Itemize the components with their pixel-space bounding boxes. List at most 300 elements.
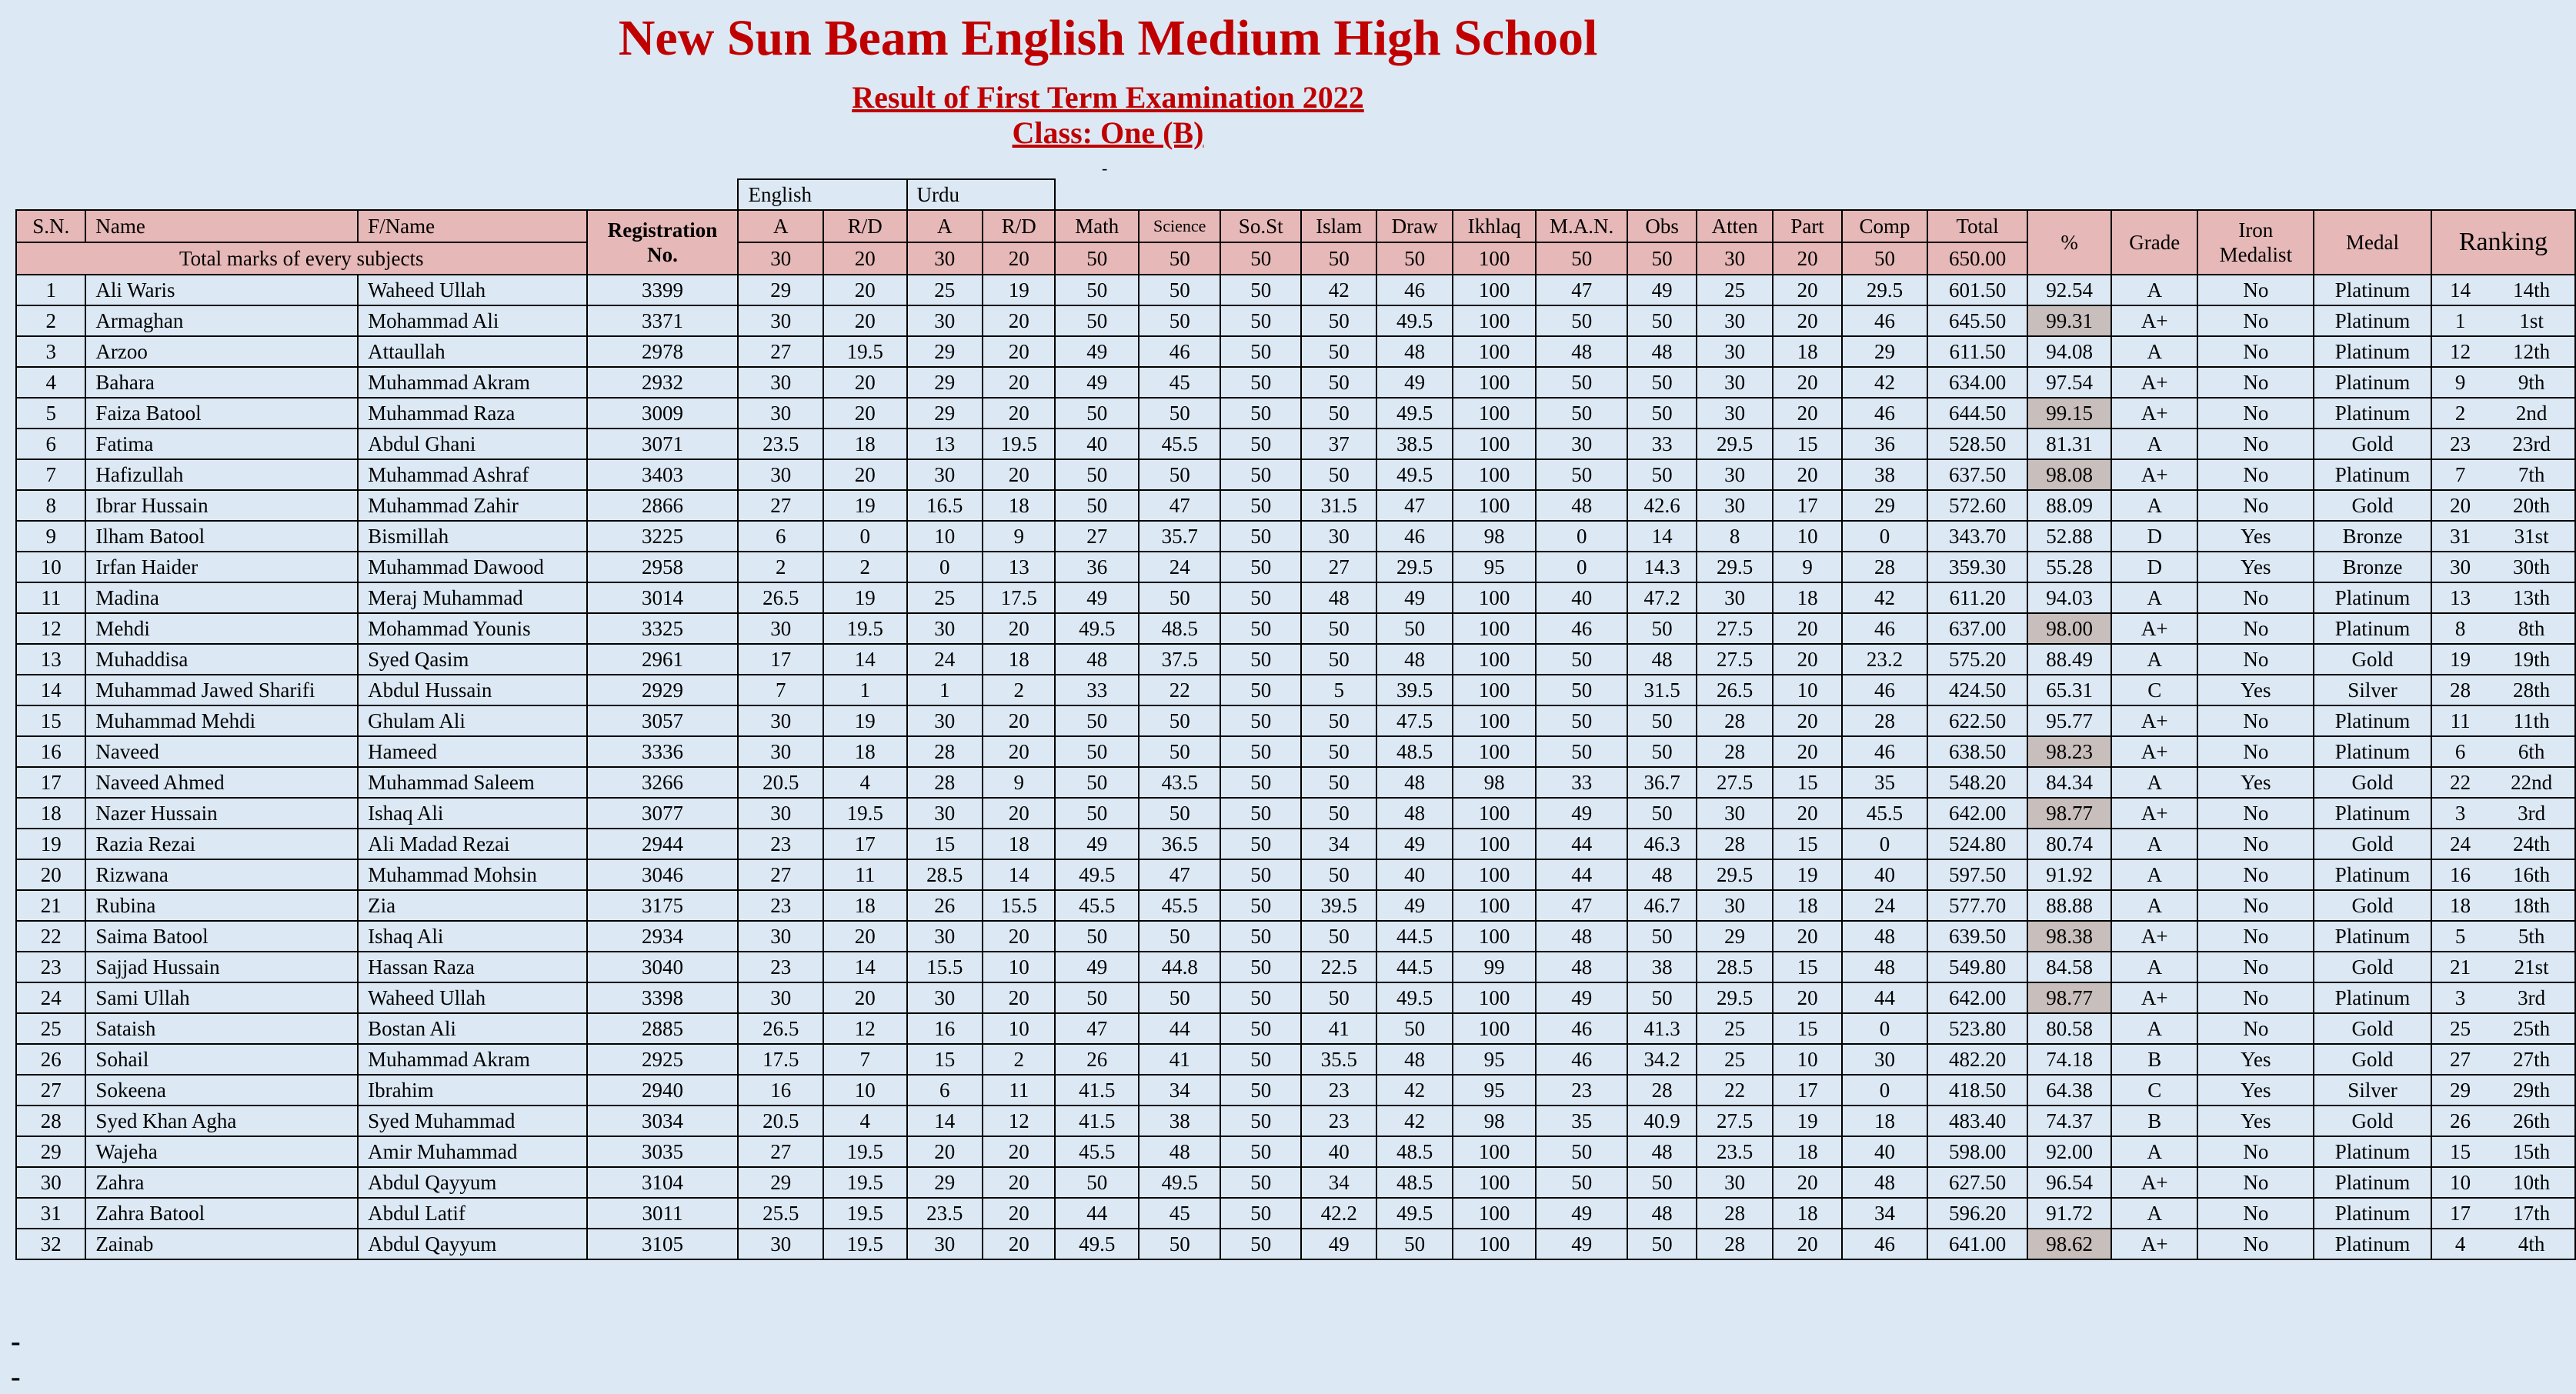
- cell-mark: 19: [1773, 859, 1842, 890]
- cell-grade: A+: [2111, 736, 2198, 767]
- cell-fname: Abdul Hussain: [358, 675, 586, 705]
- cell-mark: 19.5: [823, 613, 907, 644]
- cell-mark: 29.5: [1697, 859, 1772, 890]
- cell-rank-ordinal: 2nd: [2488, 398, 2575, 429]
- cell-rank: 5: [2431, 921, 2488, 952]
- max-mark-cell: 50: [1139, 242, 1221, 275]
- cell-rank-ordinal: 9th: [2488, 367, 2575, 398]
- cell-medal: Platinum: [2314, 1136, 2431, 1167]
- cell-iron-medalist: Yes: [2197, 675, 2314, 705]
- cell-medal: Gold: [2314, 644, 2431, 675]
- cell-mark: 50: [1301, 859, 1376, 890]
- cell-iron-medalist: No: [2197, 1167, 2314, 1198]
- cell-mark: 50: [1139, 275, 1221, 305]
- col-comp: Comp: [1842, 210, 1927, 242]
- cell-registration: 3403: [587, 459, 739, 490]
- cell-mark: 29.5: [1842, 275, 1927, 305]
- cell-mark: 50: [1220, 275, 1301, 305]
- cell-iron-medalist: No: [2197, 859, 2314, 890]
- cell-mark: 30: [1842, 1044, 1927, 1075]
- cell-iron-medalist: Yes: [2197, 1075, 2314, 1106]
- cell-mark: 30: [907, 921, 983, 952]
- cell-registration: 3034: [587, 1106, 739, 1136]
- col-ikhlaq: Ikhlaq: [1453, 210, 1537, 242]
- cell-grade: A: [2111, 1198, 2198, 1229]
- cell-mark: 48: [1627, 859, 1697, 890]
- col-registration: Registration No.: [587, 210, 739, 275]
- cell-mark: 50: [1627, 982, 1697, 1013]
- cell-mark: 0: [1842, 829, 1927, 859]
- cell-mark: 36.7: [1627, 767, 1697, 798]
- cell-registration: 3336: [587, 736, 739, 767]
- cell-percent: 98.77: [2027, 982, 2111, 1013]
- cell-iron-medalist: No: [2197, 736, 2314, 767]
- cell-mark: 98: [1453, 767, 1537, 798]
- cell-mark: 27: [738, 859, 823, 890]
- cell-mark: 47.2: [1627, 582, 1697, 613]
- cell-mark: 18: [823, 890, 907, 921]
- cell-sn: 25: [16, 1013, 85, 1044]
- cell-total: 482.20: [1927, 1044, 2028, 1075]
- cell-fname: Ishaq Ali: [358, 798, 586, 829]
- cell-fname: Mohammad Ali: [358, 305, 586, 336]
- cell-mark: 50: [1220, 552, 1301, 582]
- cell-mark: 42: [1376, 1075, 1452, 1106]
- cell-mark: 40: [1376, 859, 1452, 890]
- cell-mark: 50: [1220, 582, 1301, 613]
- cell-mark: 48: [1536, 336, 1627, 367]
- col-draw: Draw: [1376, 210, 1452, 242]
- cell-mark: 48: [1627, 644, 1697, 675]
- cell-mark: 50: [1536, 736, 1627, 767]
- col-sn: S.N.: [16, 210, 85, 242]
- cell-sn: 7: [16, 459, 85, 490]
- cell-mark: 46: [1842, 736, 1927, 767]
- cell-rank-ordinal: 20th: [2488, 490, 2575, 521]
- student-row: [16, 305, 2575, 336]
- cell-total: 611.20: [1927, 582, 2028, 613]
- cell-registration: 2929: [587, 675, 739, 705]
- cell-mark: 31.5: [1627, 675, 1697, 705]
- cell-mark: 27.5: [1697, 613, 1772, 644]
- cell-mark: 24: [1139, 552, 1221, 582]
- col-man: M.A.N.: [1536, 210, 1627, 242]
- cell-mark: 50: [1220, 1075, 1301, 1106]
- cell-mark: 40: [1301, 1136, 1376, 1167]
- cell-percent: 65.31: [2027, 675, 2111, 705]
- cell-iron-medalist: No: [2197, 1136, 2314, 1167]
- cell-mark: 22: [1697, 1075, 1772, 1106]
- cell-mark: 23: [1301, 1075, 1376, 1106]
- cell-mark: 9: [983, 521, 1055, 552]
- cell-mark: 48: [1842, 952, 1927, 982]
- cell-rank: 9: [2431, 367, 2488, 398]
- cell-mark: 30: [907, 982, 983, 1013]
- cell-mark: 50: [1220, 459, 1301, 490]
- cell-mark: 20: [983, 367, 1055, 398]
- cell-percent: 52.88: [2027, 521, 2111, 552]
- cell-mark: 28: [1842, 705, 1927, 736]
- cell-mark: 10: [1773, 521, 1842, 552]
- school-name: New Sun Beam English Medium High School: [618, 10, 1598, 66]
- cell-sn: 6: [16, 429, 85, 459]
- cell-grade: A: [2111, 952, 2198, 982]
- cell-sn: 4: [16, 367, 85, 398]
- cell-mark: 29: [1842, 490, 1927, 521]
- cell-mark: 46: [1536, 1044, 1627, 1075]
- cell-registration: 3011: [587, 1198, 739, 1229]
- col-part: Part: [1773, 210, 1842, 242]
- cell-mark: 50: [1627, 305, 1697, 336]
- cell-mark: 50: [1301, 705, 1376, 736]
- cell-percent: 88.49: [2027, 644, 2111, 675]
- cell-mark: 20: [983, 798, 1055, 829]
- cell-sn: 2: [16, 305, 85, 336]
- max-mark-cell: 50: [1220, 242, 1301, 275]
- cell-mark: 50: [1220, 1229, 1301, 1259]
- cell-mark: 100: [1453, 982, 1537, 1013]
- cell-name: Arzoo: [85, 336, 358, 367]
- cell-mark: 34: [1301, 1167, 1376, 1198]
- cell-mark: 50: [1220, 705, 1301, 736]
- cell-name: Ali Waris: [85, 275, 358, 305]
- cell-mark: 50: [1055, 490, 1139, 521]
- cell-mark: 45.5: [1055, 890, 1139, 921]
- cell-total: 549.80: [1927, 952, 2028, 982]
- cell-total: 637.50: [1927, 459, 2028, 490]
- cell-mark: 18: [983, 644, 1055, 675]
- cell-total: 627.50: [1927, 1167, 2028, 1198]
- student-row: [16, 336, 2575, 367]
- cell-iron-medalist: No: [2197, 336, 2314, 367]
- cell-mark: 30: [907, 1229, 983, 1259]
- cell-mark: 100: [1453, 859, 1537, 890]
- cell-mark: 20: [1773, 798, 1842, 829]
- cell-fname: Abdul Qayyum: [358, 1167, 586, 1198]
- cell-name: Sami Ullah: [85, 982, 358, 1013]
- cell-mark: 6: [738, 521, 823, 552]
- cell-mark: 29.5: [1697, 429, 1772, 459]
- cell-total: 596.20: [1927, 1198, 2028, 1229]
- cell-grade: A: [2111, 1136, 2198, 1167]
- cell-mark: 35.5: [1301, 1044, 1376, 1075]
- cell-mark: 20: [1773, 1229, 1842, 1259]
- cell-name: Fatima: [85, 429, 358, 459]
- cell-rank-ordinal: 3rd: [2488, 982, 2575, 1013]
- cell-mark: 18: [823, 429, 907, 459]
- cell-name: Muhammad Jawed Sharifi: [85, 675, 358, 705]
- cell-rank-ordinal: 10th: [2488, 1167, 2575, 1198]
- cell-mark: 20: [1773, 398, 1842, 429]
- max-mark-cell: 50: [1627, 242, 1697, 275]
- cell-iron-medalist: No: [2197, 644, 2314, 675]
- cell-mark: 27: [738, 336, 823, 367]
- cell-rank-ordinal: 16th: [2488, 859, 2575, 890]
- cell-mark: 50: [1220, 1167, 1301, 1198]
- cell-grade: C: [2111, 675, 2198, 705]
- cell-mark: 49: [1055, 952, 1139, 982]
- cell-grade: A: [2111, 767, 2198, 798]
- cell-mark: 100: [1453, 336, 1537, 367]
- cell-mark: 30: [907, 705, 983, 736]
- cell-rank: 14: [2431, 275, 2488, 305]
- cell-mark: 50: [1301, 459, 1376, 490]
- student-row: [16, 1167, 2575, 1198]
- cell-mark: 50: [1376, 1013, 1452, 1044]
- cell-mark: 19: [823, 705, 907, 736]
- cell-medal: Platinum: [2314, 705, 2431, 736]
- cell-mark: 20: [983, 736, 1055, 767]
- cell-grade: A: [2111, 1013, 2198, 1044]
- cell-percent: 88.09: [2027, 490, 2111, 521]
- cell-rank: 22: [2431, 767, 2488, 798]
- cell-mark: 15: [907, 829, 983, 859]
- cell-rank-ordinal: 3rd: [2488, 798, 2575, 829]
- cell-rank-ordinal: 7th: [2488, 459, 2575, 490]
- cell-rank: 1: [2431, 305, 2488, 336]
- cell-mark: 95: [1453, 1075, 1537, 1106]
- cell-rank-ordinal: 17th: [2488, 1198, 2575, 1229]
- cell-mark: 49: [1301, 1229, 1376, 1259]
- cell-mark: 29: [907, 336, 983, 367]
- cell-mark: 36: [1055, 552, 1139, 582]
- cell-mark: 45: [1139, 367, 1221, 398]
- results-table: [15, 178, 2576, 1260]
- cell-mark: 50: [1536, 398, 1627, 429]
- cell-mark: 19: [1773, 1106, 1842, 1136]
- cell-grade: A+: [2111, 1229, 2198, 1259]
- cell-mark: 49.5: [1376, 1198, 1452, 1229]
- cell-mark: 48.5: [1376, 1167, 1452, 1198]
- cell-total: 622.50: [1927, 705, 2028, 736]
- cell-mark: 95: [1453, 552, 1537, 582]
- cell-mark: 30: [907, 305, 983, 336]
- cell-fname: Abdul Latif: [358, 1198, 586, 1229]
- cell-grade: A: [2111, 644, 2198, 675]
- cell-mark: 50: [1627, 367, 1697, 398]
- cell-fname: Muhammad Raza: [358, 398, 586, 429]
- cell-rank: 24: [2431, 829, 2488, 859]
- cell-mark: 50: [1220, 982, 1301, 1013]
- cell-mark: 30: [738, 613, 823, 644]
- cell-percent: 84.34: [2027, 767, 2111, 798]
- cell-mark: 25: [1697, 275, 1772, 305]
- cell-mark: 50: [1536, 1167, 1627, 1198]
- cell-fname: Waheed Ullah: [358, 275, 586, 305]
- cell-registration: 3046: [587, 859, 739, 890]
- cell-mark: 44: [1536, 859, 1627, 890]
- cell-mark: 8: [1697, 521, 1772, 552]
- cell-mark: 16: [738, 1075, 823, 1106]
- cell-total: 528.50: [1927, 429, 2028, 459]
- col-science: Science: [1139, 210, 1221, 242]
- cell-mark: 46: [1376, 521, 1452, 552]
- cell-mark: 20: [983, 982, 1055, 1013]
- cell-total: 638.50: [1927, 736, 2028, 767]
- cell-mark: 50: [1220, 305, 1301, 336]
- cell-mark: 28: [1697, 705, 1772, 736]
- cell-mark: 49.5: [1376, 459, 1452, 490]
- cell-grade: A+: [2111, 921, 2198, 952]
- max-mark-cell: 50: [1842, 242, 1927, 275]
- dash-mark: -: [11, 1326, 21, 1358]
- cell-registration: 3225: [587, 521, 739, 552]
- cell-mark: 28: [1697, 1229, 1772, 1259]
- cell-fname: Syed Muhammad: [358, 1106, 586, 1136]
- cell-mark: 45.5: [1139, 429, 1221, 459]
- cell-medal: Platinum: [2314, 613, 2431, 644]
- cell-mark: 20: [1773, 305, 1842, 336]
- cell-mark: 48: [1376, 336, 1452, 367]
- max-mark-cell: 50: [1055, 242, 1139, 275]
- cell-total: 577.70: [1927, 890, 2028, 921]
- cell-percent: 74.37: [2027, 1106, 2111, 1136]
- cell-mark: 14: [823, 952, 907, 982]
- cell-mark: 50: [1139, 398, 1221, 429]
- cell-mark: 47: [1536, 890, 1627, 921]
- cell-rank-ordinal: 29th: [2488, 1075, 2575, 1106]
- cell-mark: 29: [1697, 921, 1772, 952]
- cell-percent: 98.62: [2027, 1229, 2111, 1259]
- cell-mark: 48: [1627, 1198, 1697, 1229]
- cell-mark: 9: [1773, 552, 1842, 582]
- cell-mark: 26.5: [738, 582, 823, 613]
- cell-sn: 29: [16, 1136, 85, 1167]
- student-row: [16, 675, 2575, 705]
- cell-mark: 47: [1376, 490, 1452, 521]
- cell-grade: A+: [2111, 705, 2198, 736]
- cell-rank-ordinal: 15th: [2488, 1136, 2575, 1167]
- cell-mark: 47: [1536, 275, 1627, 305]
- cell-mark: 17.5: [983, 582, 1055, 613]
- cell-medal: Platinum: [2314, 275, 2431, 305]
- cell-mark: 30: [1697, 890, 1772, 921]
- cell-mark: 50: [1627, 798, 1697, 829]
- cell-mark: 45.5: [1139, 890, 1221, 921]
- cell-mark: 26: [907, 890, 983, 921]
- cell-sn: 16: [16, 736, 85, 767]
- col-percent: %: [2027, 210, 2111, 275]
- cell-percent: 98.77: [2027, 798, 2111, 829]
- cell-total: 641.00: [1927, 1229, 2028, 1259]
- cell-mark: 20: [983, 1167, 1055, 1198]
- cell-mark: 46.3: [1627, 829, 1697, 859]
- cell-mark: 27: [738, 490, 823, 521]
- cell-mark: 19.5: [823, 336, 907, 367]
- cell-iron-medalist: No: [2197, 429, 2314, 459]
- cell-rank: 12: [2431, 336, 2488, 367]
- cell-mark: 100: [1453, 1229, 1537, 1259]
- cell-iron-medalist: No: [2197, 1013, 2314, 1044]
- cell-mark: 49.5: [1055, 613, 1139, 644]
- cell-mark: 30: [738, 705, 823, 736]
- cell-rank: 8: [2431, 613, 2488, 644]
- col-obs: Obs: [1627, 210, 1697, 242]
- cell-mark: 50: [1139, 305, 1221, 336]
- cell-percent: 80.58: [2027, 1013, 2111, 1044]
- cell-rank-ordinal: 21st: [2488, 952, 2575, 982]
- cell-mark: 48: [1301, 582, 1376, 613]
- cell-total: 597.50: [1927, 859, 2028, 890]
- cell-name: Nazer Hussain: [85, 798, 358, 829]
- cell-rank-ordinal: 23rd: [2488, 429, 2575, 459]
- cell-mark: 26.5: [738, 1013, 823, 1044]
- cell-mark: 2: [983, 675, 1055, 705]
- cell-grade: A: [2111, 275, 2198, 305]
- cell-name: Ilham Batool: [85, 521, 358, 552]
- cell-mark: 45.5: [1055, 1136, 1139, 1167]
- cell-mark: 100: [1453, 675, 1537, 705]
- cell-mark: 50: [1220, 429, 1301, 459]
- cell-mark: 0: [823, 521, 907, 552]
- max-mark-cell: 30: [907, 242, 983, 275]
- cell-mark: 20: [1773, 982, 1842, 1013]
- cell-mark: 100: [1453, 1167, 1537, 1198]
- cell-mark: 98: [1453, 521, 1537, 552]
- cell-mark: 50: [1220, 1136, 1301, 1167]
- cell-mark: 41: [1301, 1013, 1376, 1044]
- cell-name: Irfan Haider: [85, 552, 358, 582]
- cell-total: 634.00: [1927, 367, 2028, 398]
- cell-medal: Platinum: [2314, 982, 2431, 1013]
- cell-registration: 3040: [587, 952, 739, 982]
- cell-name: Muhammad Mehdi: [85, 705, 358, 736]
- cell-iron-medalist: No: [2197, 952, 2314, 982]
- cell-mark: 20: [823, 398, 907, 429]
- cell-percent: 94.03: [2027, 582, 2111, 613]
- cell-rank-ordinal: 22nd: [2488, 767, 2575, 798]
- cell-rank: 29: [2431, 1075, 2488, 1106]
- cell-mark: 50: [1055, 798, 1139, 829]
- cell-rank: 7: [2431, 459, 2488, 490]
- cell-mark: 20: [983, 1198, 1055, 1229]
- cell-mark: 49: [1055, 367, 1139, 398]
- cell-mark: 25.5: [738, 1198, 823, 1229]
- cell-mark: 42: [1301, 275, 1376, 305]
- cell-rank-ordinal: 11th: [2488, 705, 2575, 736]
- max-mark-cell: 50: [1301, 242, 1376, 275]
- cell-sn: 13: [16, 644, 85, 675]
- cell-grade: A+: [2111, 367, 2198, 398]
- cell-mark: 18: [1773, 1198, 1842, 1229]
- cell-rank-ordinal: 12th: [2488, 336, 2575, 367]
- cell-medal: Gold: [2314, 829, 2431, 859]
- col-iron-medalist: Iron Medalist: [2197, 210, 2314, 275]
- cell-name: Armaghan: [85, 305, 358, 336]
- max-mark-cell: 50: [1536, 242, 1627, 275]
- cell-mark: 100: [1453, 275, 1537, 305]
- cell-mark: 50: [1220, 921, 1301, 952]
- cell-mark: 30: [907, 613, 983, 644]
- cell-fname: Bostan Ali: [358, 1013, 586, 1044]
- cell-mark: 20: [823, 275, 907, 305]
- cell-mark: 28: [907, 736, 983, 767]
- col-urdu-a: A: [907, 210, 983, 242]
- cell-sn: 17: [16, 767, 85, 798]
- cell-mark: 18: [1773, 582, 1842, 613]
- cell-mark: 44: [1139, 1013, 1221, 1044]
- cell-registration: 3398: [587, 982, 739, 1013]
- cell-sn: 9: [16, 521, 85, 552]
- cell-mark: 14: [983, 859, 1055, 890]
- cell-mark: 20: [983, 459, 1055, 490]
- dash-mark: -: [11, 1361, 21, 1393]
- cell-percent: 64.38: [2027, 1075, 2111, 1106]
- cell-medal: Platinum: [2314, 582, 2431, 613]
- cell-mark: 49: [1376, 582, 1452, 613]
- cell-total: 601.50: [1927, 275, 2028, 305]
- cell-mark: 50: [1301, 336, 1376, 367]
